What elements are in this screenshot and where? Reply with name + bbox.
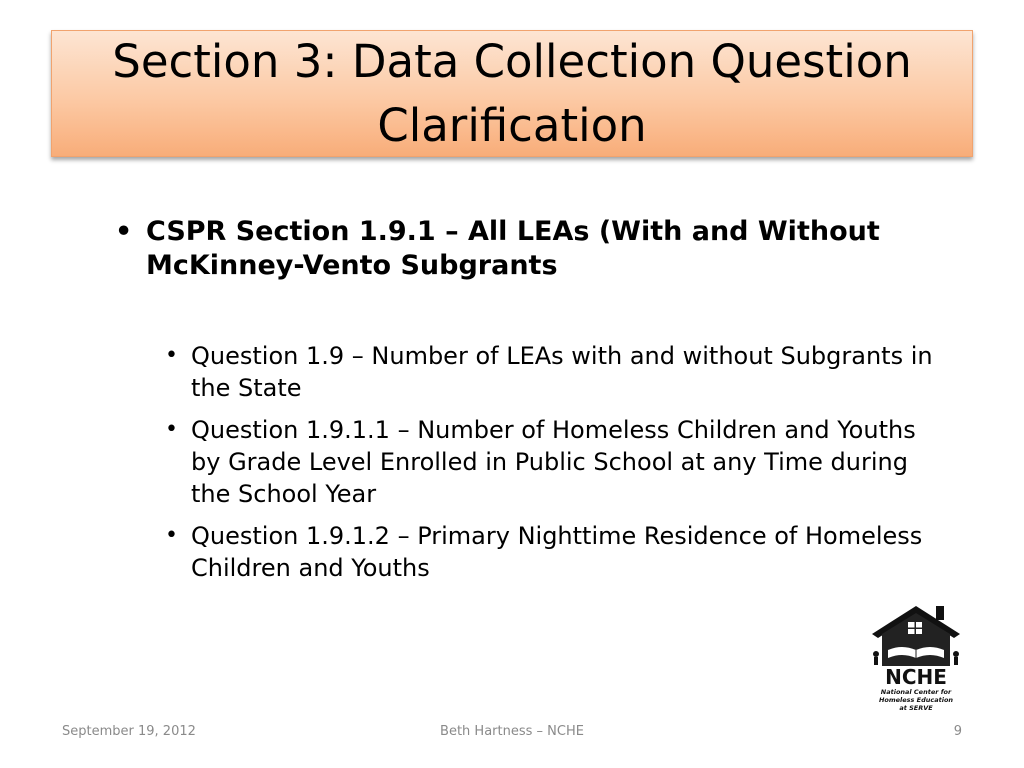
svg-text:at SERVE: at SERVE bbox=[899, 704, 933, 712]
bullet-dot-icon: • bbox=[165, 523, 178, 548]
footer-date: September 19, 2012 bbox=[62, 724, 196, 739]
sub-bullet-item bbox=[165, 520, 935, 584]
svg-text:Homeless Education: Homeless Education bbox=[878, 696, 954, 704]
sub-bullet-text: Question 1.9.1.2 – Primary Nighttime Residence of Homeless Children and Youths bbox=[191, 522, 923, 582]
footer-page-number: 9 bbox=[953, 724, 962, 739]
svg-text:NCHE: NCHE bbox=[885, 665, 947, 689]
nche-house-logo-icon bbox=[868, 604, 964, 712]
bullet-dot-icon: • bbox=[165, 343, 178, 368]
sub-bullet-text: Question 1.9.1.1 – Number of Homeless Children and Youths by Grade Level Enrolled in Public School at any Time during the School Year bbox=[191, 416, 916, 508]
svg-text:National Center for: National Center for bbox=[880, 688, 952, 696]
bullet-dot-icon: • bbox=[115, 216, 133, 247]
main-bullet-text: CSPR Section 1.9.1 – All LEAs (With and Without McKinney-Vento Subgrants bbox=[146, 216, 880, 281]
footer-presenter: Beth Hartness – NCHE bbox=[440, 724, 584, 739]
title-placeholder bbox=[51, 30, 973, 157]
slide-title: Section 3: Data Collection Question Clarification bbox=[112, 34, 912, 152]
sub-bullet-text: Question 1.9 – Number of LEAs with and without Subgrants in the State bbox=[191, 342, 933, 402]
main-bullet bbox=[115, 215, 915, 283]
sub-bullet-item bbox=[165, 340, 935, 404]
sub-bullet-item bbox=[165, 414, 935, 510]
bullet-dot-icon: • bbox=[165, 417, 178, 442]
